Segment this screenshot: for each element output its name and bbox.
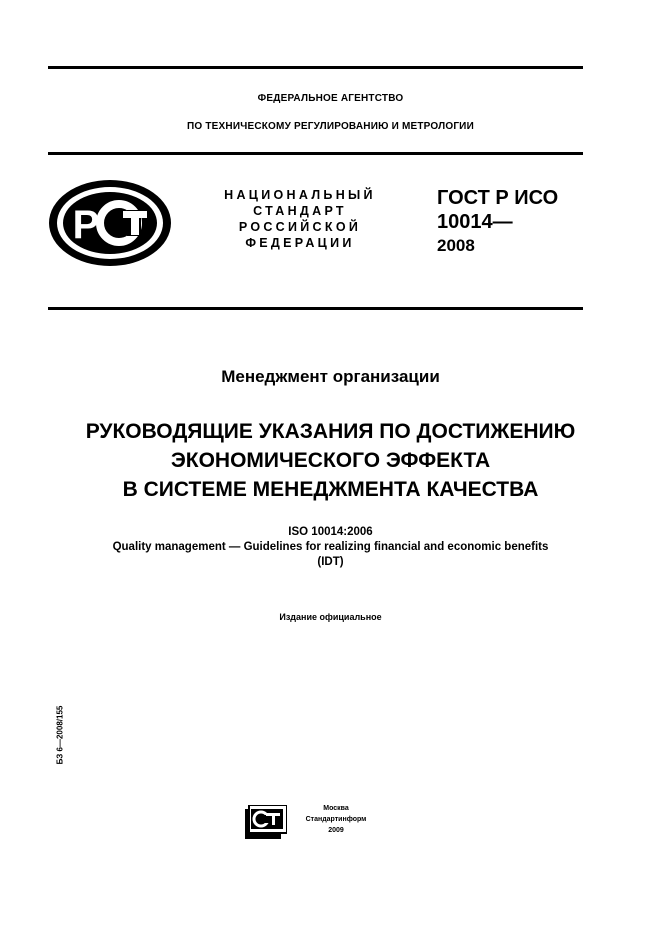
- publisher-city: Москва: [323, 805, 349, 812]
- publisher-name: Стандартинформ: [305, 816, 367, 823]
- edition-note: Издание официальное: [279, 612, 382, 622]
- title-line-1: РУКОВОДЯЩИЕ УКАЗАНИЯ ПО ДОСТИЖЕНИЮ: [85, 420, 576, 443]
- iso-reference: [0, 525, 661, 570]
- standard-type-line-2: СТАНДАРТ: [253, 204, 347, 218]
- standard-type-line-1: НАЦИОНАЛЬНЫЙ: [224, 188, 376, 202]
- gost-designation: [437, 186, 558, 258]
- standard-type-line-4: ФЕДЕРАЦИИ: [245, 236, 355, 250]
- svg-text:Р: Р: [72, 203, 100, 247]
- gost-designation-line-3: 2008: [437, 236, 475, 255]
- agency-line-2: ПО ТЕХНИЧЕСКОМУ РЕГУЛИРОВАНИЮ И МЕТРОЛОГИИ: [187, 121, 474, 132]
- title-line-2: ЭКОНОМИЧЕСКОГО ЭФФЕКТА: [170, 449, 491, 472]
- title-line-3: В СИСТЕМЕ МЕНЕДЖМЕНТА КАЧЕСТВА: [122, 478, 539, 501]
- publisher-year: 2009: [328, 827, 344, 834]
- top-rule: [48, 66, 583, 69]
- publisher-logo: [245, 805, 287, 839]
- document-title: [0, 417, 661, 504]
- agency-line-1: ФЕДЕРАЛЬНОЕ АГЕНТСТВО: [257, 93, 404, 104]
- header-bottom-rule: [48, 152, 583, 155]
- publisher-logo-icon: [245, 805, 287, 839]
- iso-code: ISO 10014:2006: [288, 526, 373, 538]
- rst-logo-icon: [47, 178, 173, 268]
- standard-type-line-3: РОССИЙСКОЙ: [238, 220, 362, 234]
- rst-logo: [47, 178, 173, 268]
- publisher-info: [290, 803, 382, 836]
- iso-english-title: Quality management — Guidelines for realizing financial and economic benefits: [112, 541, 549, 553]
- iso-degree: (IDT): [317, 556, 344, 568]
- gost-designation-line-1: ГОСТ Р ИСО: [437, 187, 559, 209]
- logo-bottom-rule: [48, 307, 583, 310]
- side-code: БЗ 6—2008/155: [55, 705, 65, 765]
- standard-type-block: [214, 187, 386, 251]
- gost-designation-line-2: 10014—: [437, 211, 513, 233]
- document-subtitle: Менеджмент организации: [221, 367, 440, 386]
